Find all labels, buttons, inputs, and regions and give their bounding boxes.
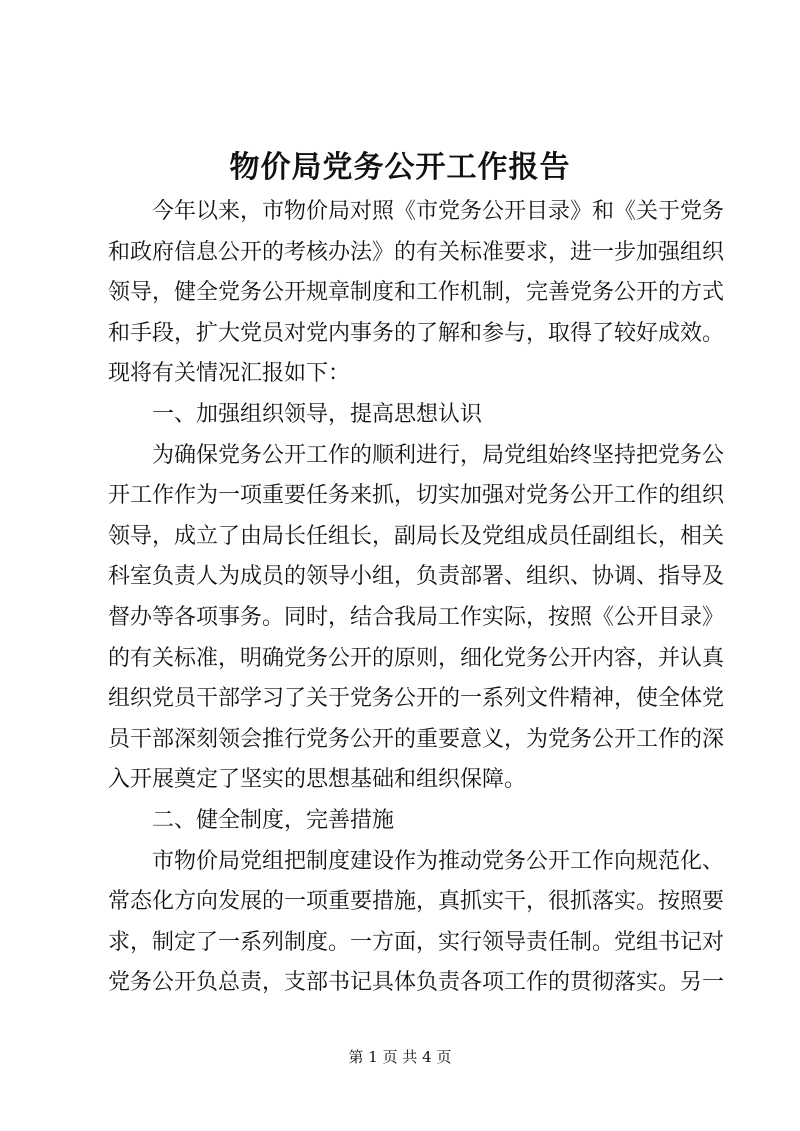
paragraph-line: 和政府信息公开的考核办法》的有关标准要求，进一步加强组织 [108, 239, 725, 265]
paragraph-line: 和手段，扩大党员对党内事务的了解和参与，取得了较好成效。 [108, 320, 725, 346]
document-title: 物价局党务公开工作报告 [229, 150, 571, 185]
paragraph-line: 员干部深刻领会推行党务公开的重要意义，为党务公开工作的深 [108, 726, 725, 752]
document-body [108, 192, 725, 1004]
paragraph-line: 科室负责人为成员的领导小组，负责部署、组织、协调、指导及 [108, 564, 725, 590]
paragraph-line: 常态化方向发展的一项重要措施，真抓实干，很抓落实。按照要 [108, 889, 725, 915]
section-heading: 一、加强组织领导，提高思想认识 [152, 401, 483, 427]
section-heading: 二、健全制度，完善措施 [152, 807, 395, 833]
paragraph-line: 督办等各项事务。同时，结合我局工作实际，按照《公开目录》 [108, 604, 725, 630]
paragraph-line: 组织党员干部学习了关于党务公开的一系列文件精神，使全体党 [108, 686, 725, 712]
paragraph-line: 领导，健全党务公开规章制度和工作机制，完善党务公开的方式 [108, 280, 725, 306]
paragraph-line: 党务公开负总责，支部书记具体负责各项工作的贯彻落实。另一 [108, 970, 725, 996]
paragraph-line: 的有关标准，明确党务公开的原则，细化党务公开内容，并认真 [108, 645, 725, 671]
page-number-footer: 第 1 页 共 4 页 [348, 1048, 452, 1066]
paragraph-line: 开工作作为一项重要任务来抓，切实加强对党务公开工作的组织 [108, 483, 725, 509]
paragraph-line: 入开展奠定了坚实的思想基础和组织保障。 [108, 767, 527, 793]
paragraph-line: 市物价局党组把制度建设作为推动党务公开工作向规范化、 [152, 848, 725, 874]
paragraph-line: 今年以来，市物价局对照《市党务公开目录》和《关于党务 [152, 199, 725, 224]
paragraph-line: 领导，成立了由局长任组长，副局长及党组成员任副组长，相关 [108, 523, 725, 549]
paragraph-line: 现将有关情况汇报如下： [108, 361, 351, 387]
paragraph-line: 为确保党务公开工作的顺利进行，局党组始终坚持把党务公 [152, 442, 725, 468]
paragraph-line: 求，制定了一系列制度。一方面，实行领导责任制。党组书记对 [108, 929, 725, 955]
